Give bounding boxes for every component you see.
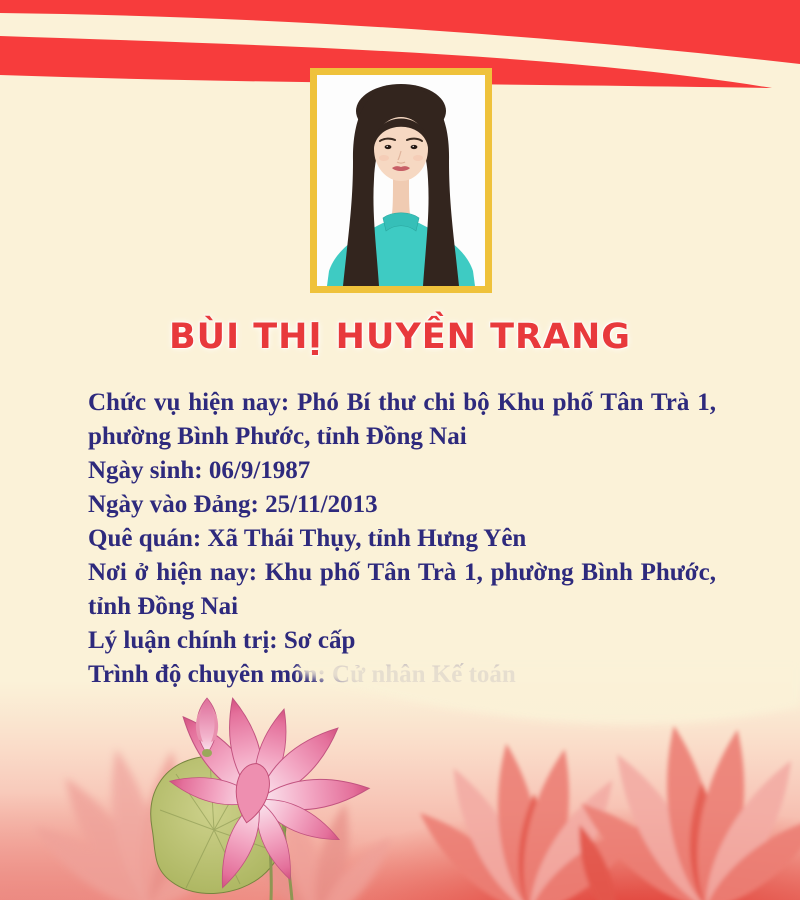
field-label: Nơi ở hiện nay: [88, 559, 265, 586]
lotus-watercolor-decoration [0, 660, 800, 900]
profile-fields [88, 386, 716, 692]
profile-field [88, 454, 716, 488]
portrait-photo [310, 68, 492, 293]
person-name: BÙI THỊ HUYỀN TRANG [168, 317, 632, 357]
field-value: Khu phố Tân Trà 1, phường Bình Phước, tỉnh Đồng Nai [88, 559, 716, 620]
profile-field [88, 556, 716, 624]
profile-field [88, 624, 716, 658]
field-value: 06/9/1987 [208, 457, 311, 484]
field-value: Xã Thái Thụy, tỉnh Hưng Yên [207, 525, 527, 552]
field-label: Lý luận chính trị: [88, 627, 284, 654]
field-value: Sơ cấp [283, 627, 356, 654]
profile-field [88, 386, 716, 454]
profile-field [88, 522, 716, 556]
lotus-illustration [0, 660, 800, 900]
field-value: Phó Bí thư chi bộ Khu phố Tân Trà 1, phường Bình Phước, tỉnh Đồng Nai [88, 389, 716, 450]
profile-field [88, 488, 716, 522]
field-label: Chức vụ hiện nay: [88, 389, 298, 416]
portrait-illustration [317, 75, 485, 286]
field-label: Ngày sinh: [88, 457, 209, 484]
field-value: 25/11/2013 [265, 491, 378, 518]
field-label: Quê quán: [88, 525, 208, 552]
field-label: Ngày vào Đảng: [88, 491, 266, 518]
